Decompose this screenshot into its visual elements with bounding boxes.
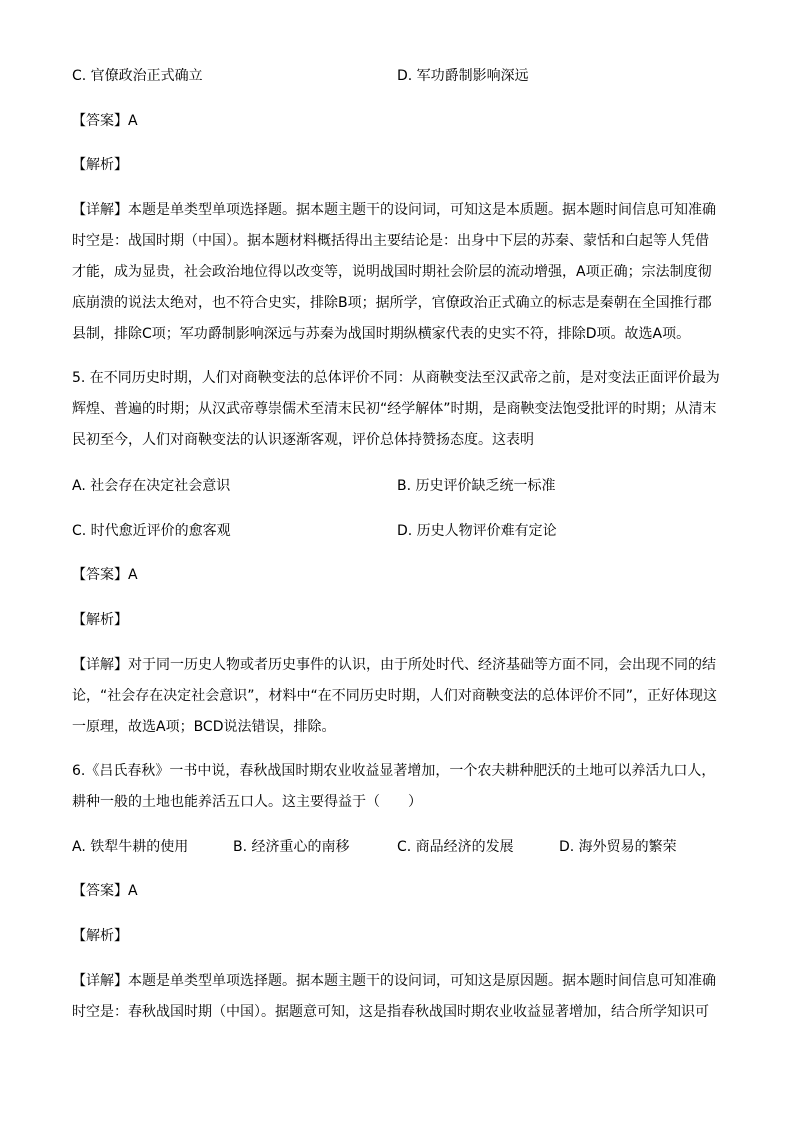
q5-option-b: B. 历史评价缺乏统一标准: [397, 478, 556, 494]
q5-option-c: C. 时代愈近评价的愈客观: [72, 523, 231, 539]
q6-analysis-heading: 【解析】: [72, 928, 128, 944]
q4-answer: [72, 111, 138, 131]
q4-detail: [72, 195, 722, 350]
q4-detail-text: 本题是单类型单项选择题。据本题主题干的设问词，可知这是本质题。据本题时间信息可知准确时空是：战国时期（中国）。据本题材料概括得出主要结论是：出身中下层的苏秦、蒙恬和白起等人凭借才能，成为显贵，社会政治地位得以改变等，说明战国时期社会阶层的流动增强，A项正确；宗法制度彻底崩溃的说法太绝对，也不符合史实，排除B项；据所学，官僚政治正式确立的标志是秦朝在全国推行郡县制，排除C项；军功爵制影响深远与苏秦为战国时期纵横家代表的史实不符，排除D项。故选A项。: [72, 202, 716, 342]
q5-detail-label: 【详解】: [72, 657, 128, 673]
q6-answer-label: 【答案】: [72, 883, 128, 899]
q5-answer-value: A: [128, 567, 138, 583]
q5-detail-text: 对于同一历史人物或者历史事件的认识，由于所处时代、经济基础等方面不同，会出现不同的结论，“社会存在决定社会意识”，材料中“在不同历史时期，人们对商鞅变法的总体评价不同”，正好体现这一原理，故选A项；BCD说法错误，排除。: [72, 657, 718, 735]
q6-detail-label: 【详解】: [72, 973, 128, 989]
q4-answer-value: A: [128, 113, 138, 129]
q6-stem: 6.《吕氏春秋》一书中说，春秋战国时期农业收益显著增加，一个农夫耕种肥沃的土地可以养活九口人，耕种一般的土地也能养活五口人。这主要得益于（ ）: [72, 763, 716, 810]
q6-option-d: D. 海外贸易的繁荣: [559, 839, 677, 855]
q4-option-c: C. 官僚政治正式确立: [72, 68, 203, 84]
q6-answer: [72, 881, 138, 901]
q6-detail-text: 本题是单类型单项选择题。据本题主题干的设问词，可知这是原因题。据本题时间信息可知准确时空是：春秋战国时期（中国）。据题意可知，这是指春秋战国时期农业收益显著增加，结合所学知识可: [72, 973, 716, 1020]
q6-option-c: C. 商品经济的发展: [397, 839, 514, 855]
q5-option-a: A. 社会存在决定社会意识: [72, 478, 231, 494]
q5-option-d: D. 历史人物评价难有定论: [397, 523, 557, 539]
q6-option-a: A. 铁犁牛耕的使用: [72, 839, 189, 855]
q5-answer-label: 【答案】: [72, 567, 128, 583]
q4-analysis-heading: 【解析】: [72, 157, 128, 173]
q5-stem: 5. 在不同历史时期，人们对商鞅变法的总体评价不同：从商鞅变法至汉武帝之前，是对变法正面评价最为辉煌、普遍的时期；从汉武帝尊崇儒术至清末民初“经学解体”时期，是商鞅变法饱受批评的时期；从清末民初至今，人们对商鞅变法的认识逐渐客观，评价总体持赞扬态度。这表明: [72, 370, 720, 448]
document-page: [72, 0, 722, 1123]
q6-detail: [72, 966, 722, 1028]
q4-answer-label: 【答案】: [72, 113, 128, 129]
q4-option-d: D. 军功爵制影响深远: [397, 68, 529, 84]
q5-detail: [72, 650, 722, 743]
q5-answer: [72, 565, 138, 585]
q6-answer-value: A: [128, 883, 138, 899]
q6-option-b: B. 经济重心的南移: [233, 839, 350, 855]
q5-analysis-heading: 【解析】: [72, 612, 128, 628]
q4-detail-label: 【详解】: [72, 202, 128, 218]
